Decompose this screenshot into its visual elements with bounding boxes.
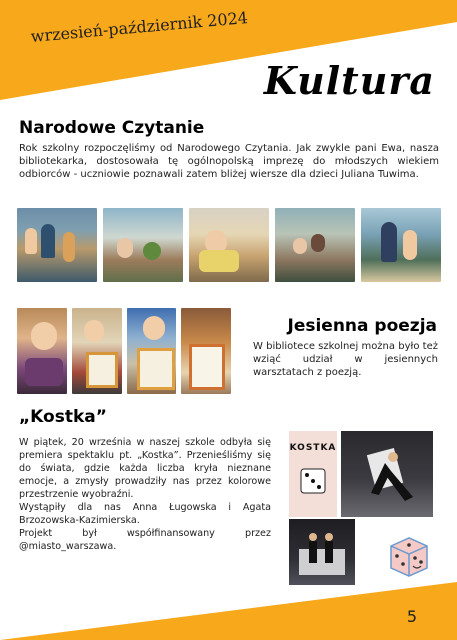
photo-reading-5 xyxy=(361,208,441,282)
photo-kostka-performance-2 xyxy=(289,519,355,585)
photo-kostka-performance-1 xyxy=(341,431,433,517)
photo-reading-4 xyxy=(275,208,355,282)
kostka-paragraph: W piątek, 20 września w naszej szkole odbyła się premiera spektaklu pt. „Kostka”. Przenieśliśmy się do świata, gdzie każda liczba kryła nieznane emocje, a zmysły prowadziły nas przez kolorowe przestrzenie wyobraźni. xyxy=(19,437,271,500)
photo-gallery-jesienna xyxy=(17,308,231,394)
photo-reading-3 xyxy=(189,208,269,282)
photo-gallery-narodowe xyxy=(17,208,441,282)
article-title-narodowe: Narodowe Czytanie xyxy=(19,118,205,138)
article-text-jesienna: W bibliotece szkolnej można było też wziąć udział w jesiennych warsztatach z poezją. xyxy=(253,341,438,378)
photo-poetry-2 xyxy=(72,308,122,394)
kostka-paragraph: Wystąpiły dla nas Anna Ługowska i Agata Brzozowska-Kazimierska. xyxy=(19,502,271,526)
article-title-kostka: „Kostka” xyxy=(19,407,107,427)
dice-icon xyxy=(383,530,435,582)
photo-reading-2 xyxy=(103,208,183,282)
photo-poetry-4 xyxy=(181,308,231,394)
section-title: Kultura xyxy=(263,58,435,103)
photo-poetry-3 xyxy=(127,308,177,394)
article-text-narodowe: Rok szkolny rozpoczęliśmy od Narodowego Czytania. Jak zwykle pani Ewa, nasza bibliotekarka, dostosowała tę ogólnopolską imprezę do młodszych wiekiem odbiorców - uczniowie poznawali zatem bliżej wiersze dla dzieci Juliana Tuwima. xyxy=(19,143,439,180)
issue-date: wrzesień-październik 2024 xyxy=(30,8,249,46)
kostka-paragraph: Projekt był współfinansowany przez @miasto_warszawa. xyxy=(19,528,271,552)
performer-silhouette xyxy=(341,431,433,517)
photo-poetry-1 xyxy=(17,308,67,394)
article-title-jesienna: Jesienna poezja xyxy=(287,316,437,336)
poster-dice-graphic xyxy=(289,431,337,517)
bottom-banner xyxy=(0,582,457,640)
photo-reading-1 xyxy=(17,208,97,282)
article-text-kostka xyxy=(19,436,271,553)
page-number: 5 xyxy=(406,607,417,626)
poster-title: KOSTKA xyxy=(289,443,337,453)
photo-kostka-poster xyxy=(289,431,337,517)
performers-silhouette xyxy=(289,519,355,585)
